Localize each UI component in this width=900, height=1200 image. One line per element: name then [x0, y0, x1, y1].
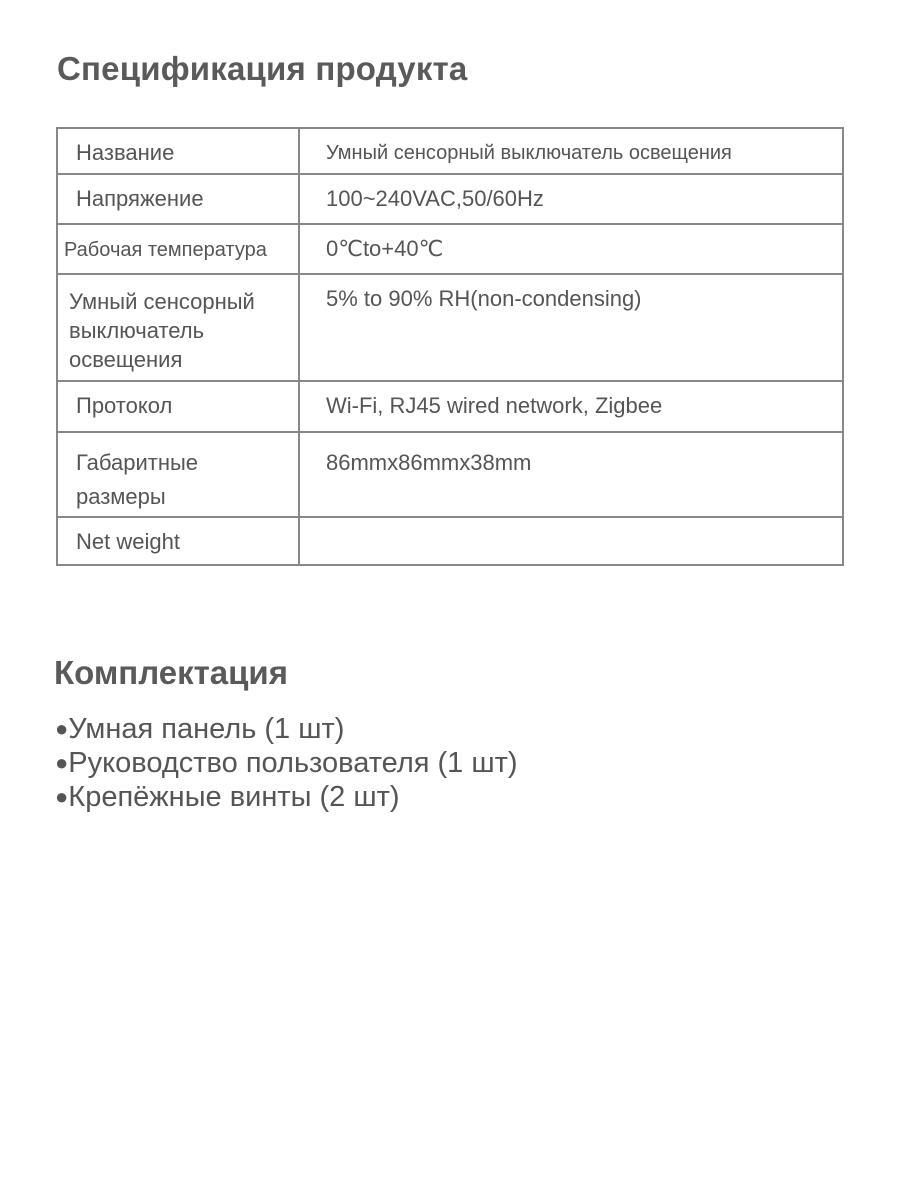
spec-value-cell — [299, 174, 843, 224]
spec-label: Напряжение — [76, 186, 204, 211]
spec-value: 0℃to+40℃ — [326, 236, 444, 261]
bullet-icon: ● — [55, 784, 69, 809]
spec-label-cell — [57, 224, 299, 274]
spec-value-cell — [299, 274, 843, 381]
kit-item-label: Крепёжные винты (2 шт) — [68, 781, 400, 813]
spec-value — [300, 518, 842, 527]
kit-title: Комплектация — [54, 654, 288, 691]
list-item — [55, 746, 518, 780]
spec-label-cell — [57, 174, 299, 224]
spec-table — [56, 127, 844, 566]
spec-label-cell — [57, 381, 299, 432]
list-item — [55, 780, 518, 814]
spec-value: 5% to 90% RH(non-condensing) — [326, 286, 642, 311]
spec-value: Wi-Fi, RJ45 wired network, Zigbee — [326, 393, 663, 418]
spec-value: 86mmx86mmx38mm — [326, 450, 532, 475]
table-row — [57, 381, 843, 432]
spec-value-cell — [299, 381, 843, 432]
spec-value: 100~240VAC,50/60Hz — [326, 186, 544, 211]
spec-value-cell — [299, 517, 843, 565]
spec-label-cell — [57, 128, 299, 174]
spec-label: Протокол — [76, 393, 173, 418]
table-row — [57, 517, 843, 565]
spec-label: Умный сенсорный выключатель освещения — [69, 289, 255, 372]
spec-label: Название — [76, 140, 175, 165]
spec-value-cell — [299, 128, 843, 174]
table-row — [57, 224, 843, 274]
table-row — [57, 128, 843, 174]
table-row — [57, 174, 843, 224]
kit-item-label: Умная панель (1 шт) — [68, 713, 345, 745]
bullet-icon: ● — [55, 750, 69, 775]
spec-label-cell — [57, 432, 299, 517]
spec-label-cell — [57, 274, 299, 381]
spec-value: Умный сенсорный выключатель освещения — [326, 142, 732, 164]
spec-value-cell — [299, 224, 843, 274]
table-row — [57, 274, 843, 381]
spec-label-cell — [57, 517, 299, 565]
table-row — [57, 432, 843, 517]
spec-title: Спецификация продукта — [57, 50, 468, 87]
spec-value-cell — [299, 432, 843, 517]
bullet-icon: ● — [55, 716, 69, 741]
kit-list — [55, 712, 518, 814]
kit-item-label: Руководство пользователя (1 шт) — [68, 747, 518, 779]
spec-label: Габаритные размеры — [76, 450, 199, 509]
spec-label: Рабочая температура — [64, 239, 267, 261]
list-item — [55, 712, 518, 746]
spec-label: Net weight — [76, 529, 180, 554]
